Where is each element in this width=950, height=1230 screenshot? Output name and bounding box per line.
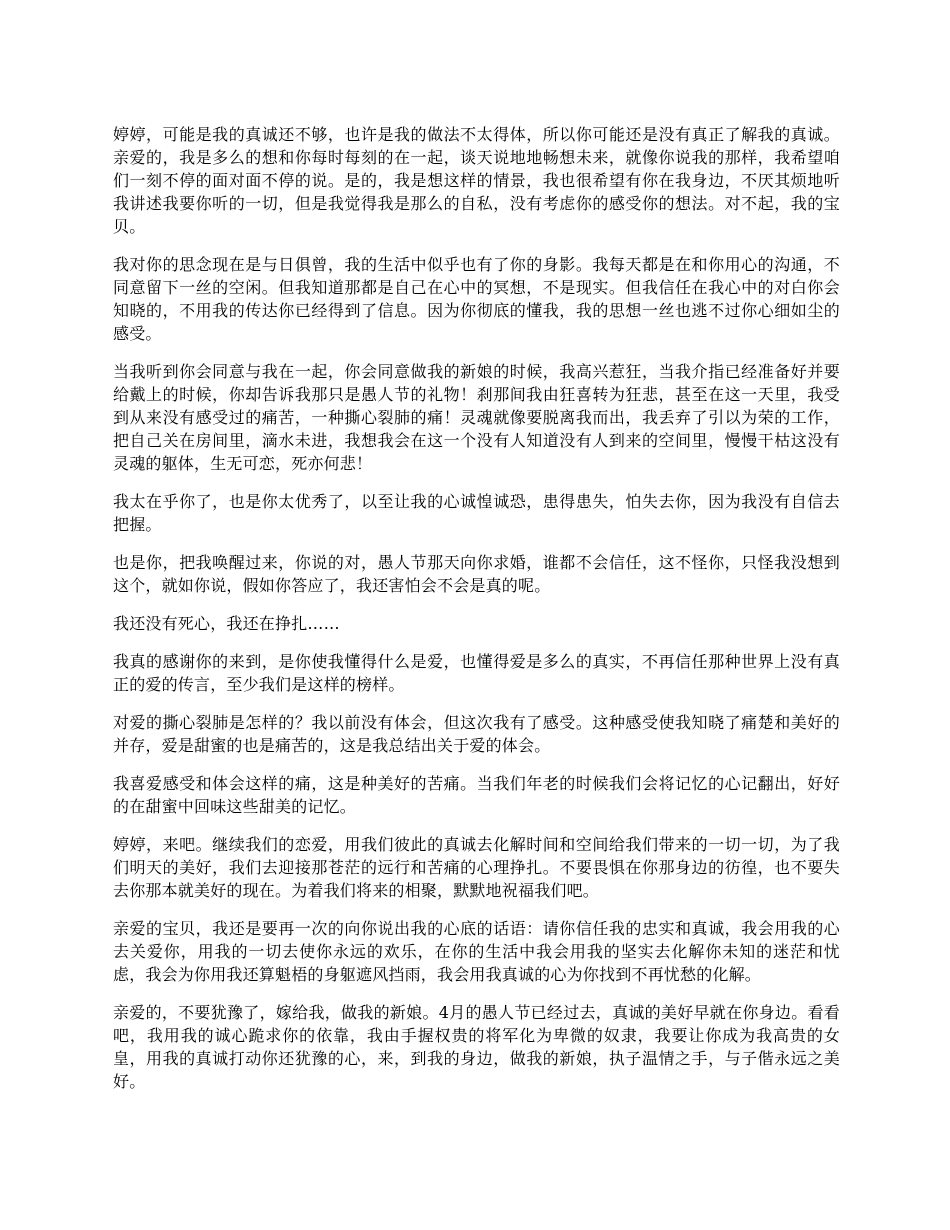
paragraph-4: 我太在乎你了，也是你太优秀了，以至让我的心诚惶诚恐，患得患失，怕失去你，因为我没有自信去把握。 (113, 492, 840, 534)
document-body (113, 123, 840, 1108)
paragraph-9: 我喜爱感受和体会这样的痛，这是种美好的苦痛。当我们年老的时候我们会将记忆的心记翻出，好好的在甜蜜中回味这些甜美的记忆。 (113, 774, 840, 816)
paragraph-8: 对爱的撕心裂肺是怎样的？我以前没有体会，但这次我有了感受。这种感受使我知晓了痛楚和美好的并存，爱是甜蜜的也是痛苦的，这是我总结出关于爱的体会。 (113, 713, 840, 755)
paragraph-7: 我真的感谢你的来到，是你使我懂得什么是爱，也懂得爱是多么的真实，不再信任那种世界上没有真正的爱的传言，至少我们是这样的榜样。 (113, 652, 840, 694)
paragraph-12: 亲爱的，不要犹豫了，嫁给我，做我的新娘。4月的愚人节已经过去，真诚的美好早就在你身边。看看吧，我用我的诚心跪求你的依靠，我由手握权贵的将军化为卑微的奴隶，我要让你成为我高贵的女皇，用我的真诚打动你还犹豫的心，来，到我的身边，做我的新娘，执子温情之手，与子偕永远之美好。 (113, 1003, 840, 1091)
paragraph-11: 亲爱的宝贝，我还是要再一次的向你说出我的心底的话语：请你信任我的忠实和真诚，我会用我的心去关爱你，用我的一切去使你永远的欢乐，在你的生活中我会用我的坚实去化解你未知的迷茫和忧虑，我会为你用我还算魁梧的身躯遮风挡雨，我会用我真诚的心为你找到不再忧愁的化解。 (113, 919, 840, 984)
paragraph-5: 也是你，把我唤醒过来，你说的对，愚人节那天向你求婚，谁都不会信任，这不怪你，只怪我没想到这个，就如你说，假如你答应了，我还害怕会不会是真的呢。 (113, 553, 840, 595)
paragraph-6: 我还没有死心，我还在挣扎…… (113, 614, 340, 633)
paragraph-10: 婷婷，来吧。继续我们的恋爱，用我们彼此的真诚去化解时间和空间给我们带来的一切一切，为了我们明天的美好，我们去迎接那苍茫的远行和苦痛的心理挣扎。不要畏惧在你那身边的彷徨，也不要失去你那本就美好的现在。为着我们将来的相聚，默默地祝福我们吧。 (113, 835, 840, 900)
paragraph-3: 当我听到你会同意与我在一起，你会同意做我的新娘的时候，我高兴惹狂，当我介指已经准备好并要给戴上的时候，你却告诉我那只是愚人节的礼物！刹那间我由狂喜转为狂悲，甚至在这一天里，我受到从来没有感受过的痛苦，一种撕心裂肺的痛！灵魂就像要脱离我而出，我丢弃了引以为荣的工作，把自己关在房间里，滴水未进，我想我会在这一个没有人知道没有人到来的空间里，慢慢干枯这没有灵魂的躯体，生无可恋，死亦何悲！ (113, 362, 840, 473)
paragraph-1: 婷婷，可能是我的真诚还不够，也许是我的做法不太得体，所以你可能还是没有真正了解我的真诚。亲爱的，我是多么的想和你每时每刻的在一起，谈天说地地畅想未来，就像你说我的那样，我希望咱们一刻不停的面对面不停的说。是的，我是想这样的情景，我也很希望有你在我身边，不厌其烦地听我讲述我要你听的一切，但是我觉得我是那么的自私，没有考虑你的感受你的想法。对不起，我的宝贝。 (113, 125, 840, 236)
paragraph-2: 我对你的思念现在是与日俱曾，我的生活中似乎也有了你的身影。我每天都是在和你用心的沟通，不同意留下一丝的空闲。但我知道那都是自己在心中的冥想，不是现实。但我信任在我心中的对白你会知晓的，不用我的传达你已经得到了信息。因为你彻底的懂我，我的思想一丝也逃不过你心细如尘的感受。 (113, 255, 840, 343)
